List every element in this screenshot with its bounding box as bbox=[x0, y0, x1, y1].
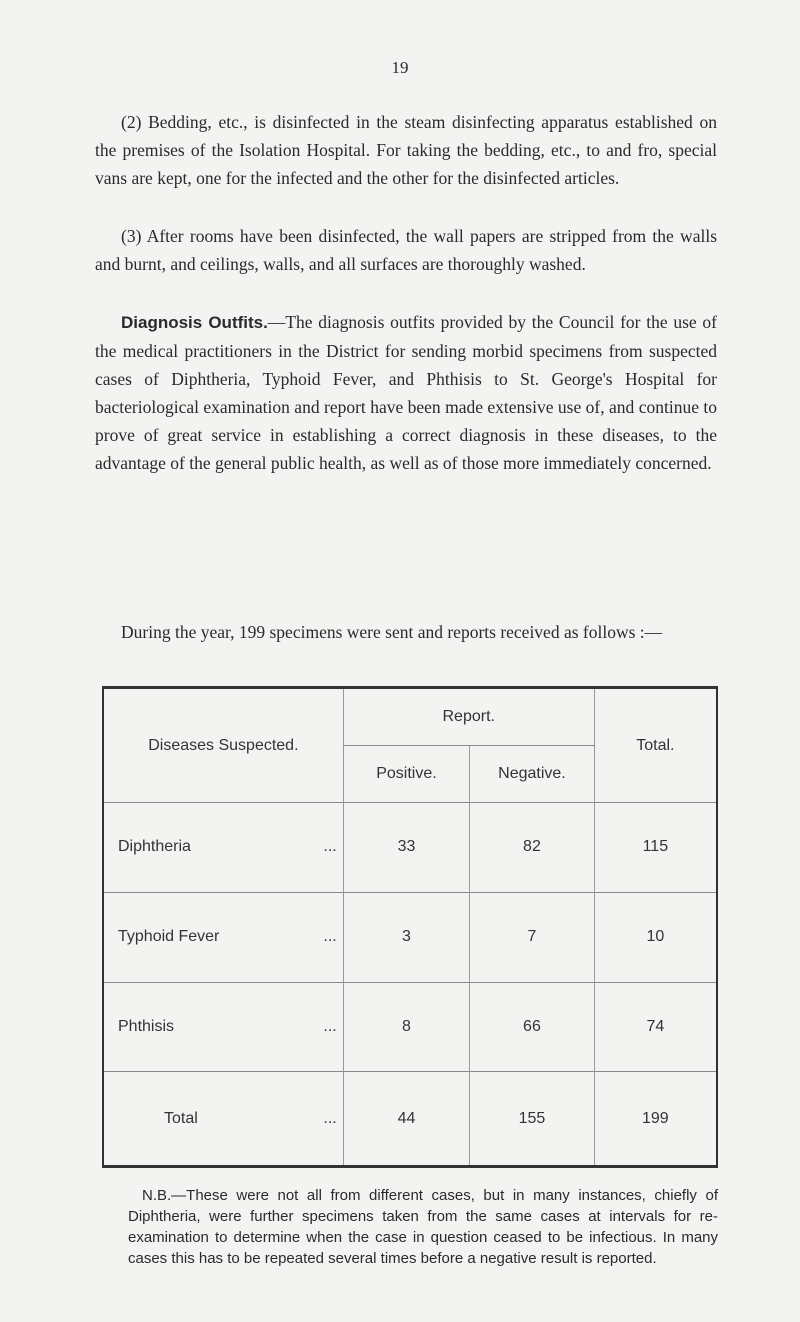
cell-negative: 66 bbox=[470, 982, 595, 1072]
row-name: Diphtheria bbox=[118, 838, 191, 856]
row-name: Typhoid Fever bbox=[118, 928, 220, 946]
diagnosis-text: —The diagnosis outfits provided by the Council for the use of the medical practitioners in the District for sending morbid specimens from suspected cases of Diphtheria, Typhoid Fever, and Phthisis to St. George's Hospital for bacteriological examination and report have been made extensive use of, and continue to prove of great service in establishing a correct diagnosis in these diseases, to the advantage of the general public health, as well as of those more immediately concerned. bbox=[95, 312, 717, 473]
leader-dots: ... bbox=[323, 838, 337, 856]
diagnosis-heading: Diagnosis Outfits. bbox=[121, 313, 268, 332]
table-row bbox=[103, 803, 717, 893]
cell-total: 115 bbox=[594, 803, 717, 893]
cell-negative: 155 bbox=[470, 1072, 595, 1167]
header-negative: Negative. bbox=[470, 746, 595, 803]
leader-dots: ... bbox=[323, 928, 337, 946]
cell-total: 74 bbox=[594, 982, 717, 1072]
cell-negative: 82 bbox=[470, 803, 595, 893]
page-number: 19 bbox=[391, 58, 409, 77]
header-disease: Diseases Suspected. bbox=[148, 736, 299, 754]
cell-positive: 8 bbox=[343, 982, 469, 1072]
cell-negative: 7 bbox=[470, 892, 595, 982]
cell-total: 199 bbox=[594, 1072, 717, 1167]
cell-positive: 33 bbox=[343, 803, 469, 893]
specimens-table bbox=[102, 686, 718, 1168]
paragraph-bedding: (2) Bedding, etc., is disinfected in the steam disinfecting apparatus established on the premises of the Isolation Hospital. For taking the bedding, etc., to and fro, special vans are kept, one for the infected and the other for the disinfected articles. bbox=[95, 112, 717, 188]
paragraph-diagnosis bbox=[95, 308, 717, 477]
paragraph-rooms: (3) After rooms have been disinfected, the wall papers are stripped from the walls and burnt, and ceilings, walls, and all surfaces are thoroughly washed. bbox=[95, 226, 717, 274]
table-row bbox=[103, 892, 717, 982]
header-total: Total. bbox=[594, 688, 717, 803]
footnote: N.B.—These were not all from different cases, but in many instances, chiefly of Diphtheria, were further specimens taken from the same cases at intervals for re-examination to determine when the case in question ceased to be infectious. In many cases this has to be repeated several times before a negative result is reported. bbox=[128, 1187, 718, 1267]
cell-positive: 3 bbox=[343, 892, 469, 982]
paragraph-intro: During the year, 199 specimens were sent and reports received as follows :— bbox=[121, 622, 663, 642]
cell-positive: 44 bbox=[343, 1072, 469, 1167]
table-row-total bbox=[103, 1072, 717, 1167]
row-name: Phthisis bbox=[118, 1018, 175, 1036]
leader-dots: ... bbox=[323, 1018, 337, 1036]
table-row bbox=[103, 982, 717, 1072]
row-name: Total bbox=[164, 1109, 198, 1127]
header-positive: Positive. bbox=[343, 746, 469, 803]
cell-total: 10 bbox=[594, 892, 717, 982]
header-report: Report. bbox=[343, 688, 594, 746]
leader-dots: ... bbox=[323, 1109, 337, 1127]
